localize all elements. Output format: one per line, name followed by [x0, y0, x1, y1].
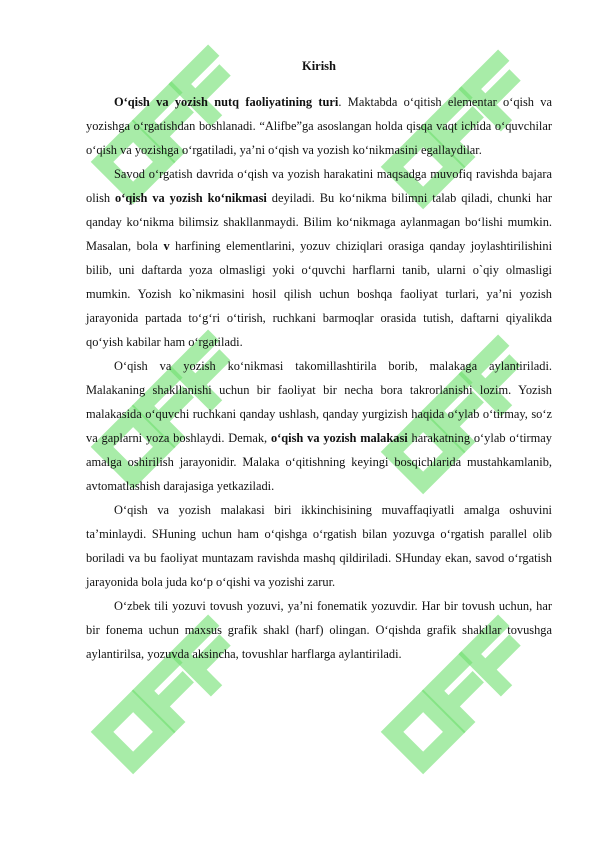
document-page [86, 56, 552, 666]
paragraph-1-text: . Maktabda o‘qitish elementar o‘qish va yozishga o‘rgatishdan boshlanadi. “Alifbe”ga asoslangan holda qisqa vaqt ichida o‘quvchilar o‘qish va yozishga o‘rgatiladi, ya’ni o‘qish va yozish ko‘nikmasini egallaydilar. [86, 95, 552, 157]
paragraph-3-text-a: O‘qish va yozish ko‘nikmasi takomillashtirila borib, malakaga aylantiriladi. Malakaning shakllanishi uchun bir faoliyat bir necha bora takrorlanishi lozim. Yozish malakasida o‘quvchi ruchkani qanday ushlash, qanday yurgizish haqida o‘ylab o‘tirmay, so‘z va gaplarni yoza boshlaydi. Demak, [86, 359, 552, 445]
paragraph-3-bold-a: o‘qish va yozish malakasi [270, 431, 408, 445]
paragraph-2 [86, 162, 552, 354]
paragraph-5-text: O‘zbek tili yozuvi tovush yozuvi, ya’ni fonematik yozuvdir. Har bir tovush uchun, har bir fonema uchun maxsus grafik shakl (harf) olingan. O‘qishda grafik shakllar tovushga aylantirilsa, yozuvda aksincha, tovushlar harflarga aylantiriladi. [86, 599, 552, 661]
paragraph-1-bold-lead: O‘qish va yozish nutq faoliyatining turi [114, 95, 339, 109]
paragraph-5 [86, 594, 552, 666]
paragraph-2-bold-a: o‘qish va yozish ko‘nikmasi [115, 191, 267, 205]
paragraph-2-bold-b: v [163, 239, 170, 253]
paragraph-1 [86, 90, 552, 162]
paragraph-4 [86, 498, 552, 594]
paragraph-4-text: O‘qish va yozish malakasi biri ikkinchisining muvaffaqiyatli amalga oshuvini ta’minlaydi. SHuning uchun ham o‘qishga o‘rgatish bilan yozuvga o‘rgatish parallel olib boriladi va bu faoliyat muntazam ravishda mashq qildiriladi. SHunday ekan, savod o‘rgatish jarayonida bola juda ko‘p o‘qishi va yozishi zarur. [86, 503, 552, 589]
paragraph-2-text-a: Savod o‘rgatish davrida o‘qish va yozish harakatini maqsadga muvofiq ravishda bajara olish [86, 167, 552, 205]
page-title: Kirish [301, 59, 337, 73]
paragraph-2-text-b: deyiladi. Bu ko‘nikma bilimni talab qiladi, chunki har qanday ko‘nikma bilimsiz shakllanmaydi. Bilim ko‘nikmaga aylanmagan bo‘lishi mumkin. Masalan, bola [86, 191, 552, 253]
paragraph-3 [86, 354, 552, 498]
paragraph-2-text-c: harfining elementlarini, yozuv chiziqlari orasiga qanday joylashtirilishini bilib, uni daftarda yoza olmasligi yoki o‘quvchi harflarni tanib, ularni o`qiy olmasligi mumkin. Yozish ko`nikmasini hosil qilish uchun boshqa faoliyat turlari, ya’ni yozish jarayonida partada to‘g‘ri o‘tirish, ruchkani barmoqlar orasida tutish, daftarni qiyalikda qo‘yish kabilar ham o‘rgatiladi. [86, 239, 553, 349]
paragraph-3-text-b: harakatning o‘ylab o‘tirmay amalga oshirilish jarayonidir. Malaka o‘qitishning keyingi bosqichlarida mustahkamlanib, avtomatlashish darajasiga yetkaziladi. [86, 431, 553, 493]
